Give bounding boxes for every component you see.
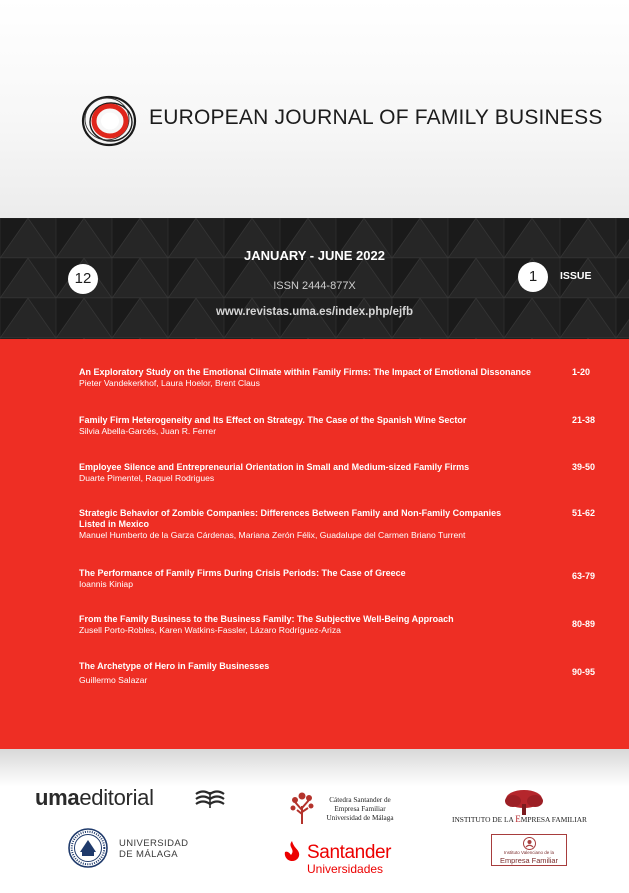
ief-name [452, 814, 587, 824]
article-authors: Guillermo Salazar [79, 675, 148, 685]
article-authors: Ioannis Kiniap [79, 579, 133, 589]
table-of-contents [0, 339, 629, 749]
catedra-santander-name [321, 796, 399, 823]
catedra-line: Universidad de Málaga [326, 814, 394, 822]
article-entry[interactable] [79, 614, 549, 636]
article-entry[interactable] [79, 415, 549, 437]
ief-tree-icon [502, 788, 546, 816]
universidad-line: DE MÁLAGA [119, 849, 179, 860]
article-pages: 39-50 [572, 462, 596, 472]
article-authors: Silvia Abella-Garcés, Juan R. Ferrer [79, 426, 217, 436]
article-pages: 51-62 [572, 508, 596, 518]
catedra-line: Empresa Familiar [334, 805, 386, 813]
journal-title: EUROPEAN JOURNAL OF FAMILY BUSINESS [149, 106, 603, 129]
ief-red-letter: E [515, 814, 521, 824]
article-entry[interactable] [79, 367, 549, 389]
article-title: Family Firm Heterogeneity and Its Effect on Strategy. The Case of the Spanish Wine Sector [79, 415, 467, 425]
uma-editorial-bold: uma [35, 785, 80, 810]
article-title: The Performance of Family Firms During Crisis Periods: The Case of Greece [79, 568, 406, 578]
issue-date: JANUARY - JUNE 2022 [244, 248, 385, 263]
article-authors: Zusell Porto-Robles, Karen Watkins-Fassler, Lázaro Rodríguez-Ariza [79, 625, 341, 635]
ivef-big-text: Empresa Familiar [500, 856, 558, 865]
article-title: Employee Silence and Entrepreneurial Orientation in Small and Medium-sized Family Firms [79, 462, 470, 472]
santander-wordmark: Santander [307, 842, 392, 863]
ivef-logo-box [491, 834, 567, 866]
ief-part: MPRESA FAMILIAR [520, 815, 587, 824]
issue-label: ISSUE [560, 270, 592, 282]
santander-flame-icon [281, 840, 303, 862]
article-title: An Exploratory Study on the Emotional Climate within Family Firms: The Impact of Emotional Dissonance [79, 367, 532, 377]
ivef-small-text: Instituto Valenciano de la [504, 850, 554, 855]
journal-url[interactable]: www.revistas.uma.es/index.php/ejfb [215, 306, 414, 318]
universidades-wordmark: Universidades [307, 862, 384, 876]
article-authors: Pieter Vandekerkhof, Laura Hoelor, Brent Claus [79, 378, 260, 388]
article-pages: 21-38 [572, 415, 596, 425]
article-title: From the Family Business to the Business Family: The Subjective Well-Being Approach [79, 614, 454, 624]
article-authors: Duarte Pimentel, Raquel Rodrigues [79, 473, 215, 483]
book-icon [194, 786, 226, 810]
uma-editorial-logo [35, 785, 154, 811]
article-title: Strategic Behavior of Zombie Companies: Differences Between Family and Non-Family Companies Listed in Mexico [79, 508, 502, 529]
issn: ISSN 2444-877X [273, 280, 356, 292]
footer-shadow [0, 749, 629, 787]
article-authors: Manuel Humberto de la Garza Cárdenas, Mariana Zerón Félix, Guadalupe del Carmen Briano Turrent [79, 530, 466, 540]
article-title: The Archetype of Hero in Family Businesses [79, 661, 270, 671]
article-pages: 90-95 [572, 667, 596, 677]
article-pages: 1-20 [572, 367, 591, 377]
volume-number: 12 [68, 264, 98, 294]
ief-part: INSTITUTO DE LA [452, 815, 516, 824]
universidad-malaga-name [119, 838, 188, 860]
journal-logo-icon [78, 92, 140, 150]
issue-number: 1 [518, 262, 548, 292]
article-entry[interactable] [79, 661, 549, 686]
university-seal-icon [68, 828, 108, 868]
article-entry[interactable] [79, 508, 524, 541]
article-entry[interactable] [79, 462, 549, 484]
ivef-emblem-icon [523, 837, 536, 850]
article-pages: 63-79 [572, 571, 596, 581]
uma-editorial-regular: editorial [79, 785, 154, 810]
article-pages: 80-89 [572, 619, 596, 629]
catedra-line: Cátedra Santander de [329, 796, 391, 804]
tree-icon [287, 790, 317, 826]
article-entry[interactable] [79, 568, 549, 590]
universidad-line: UNIVERSIDAD [119, 838, 189, 849]
